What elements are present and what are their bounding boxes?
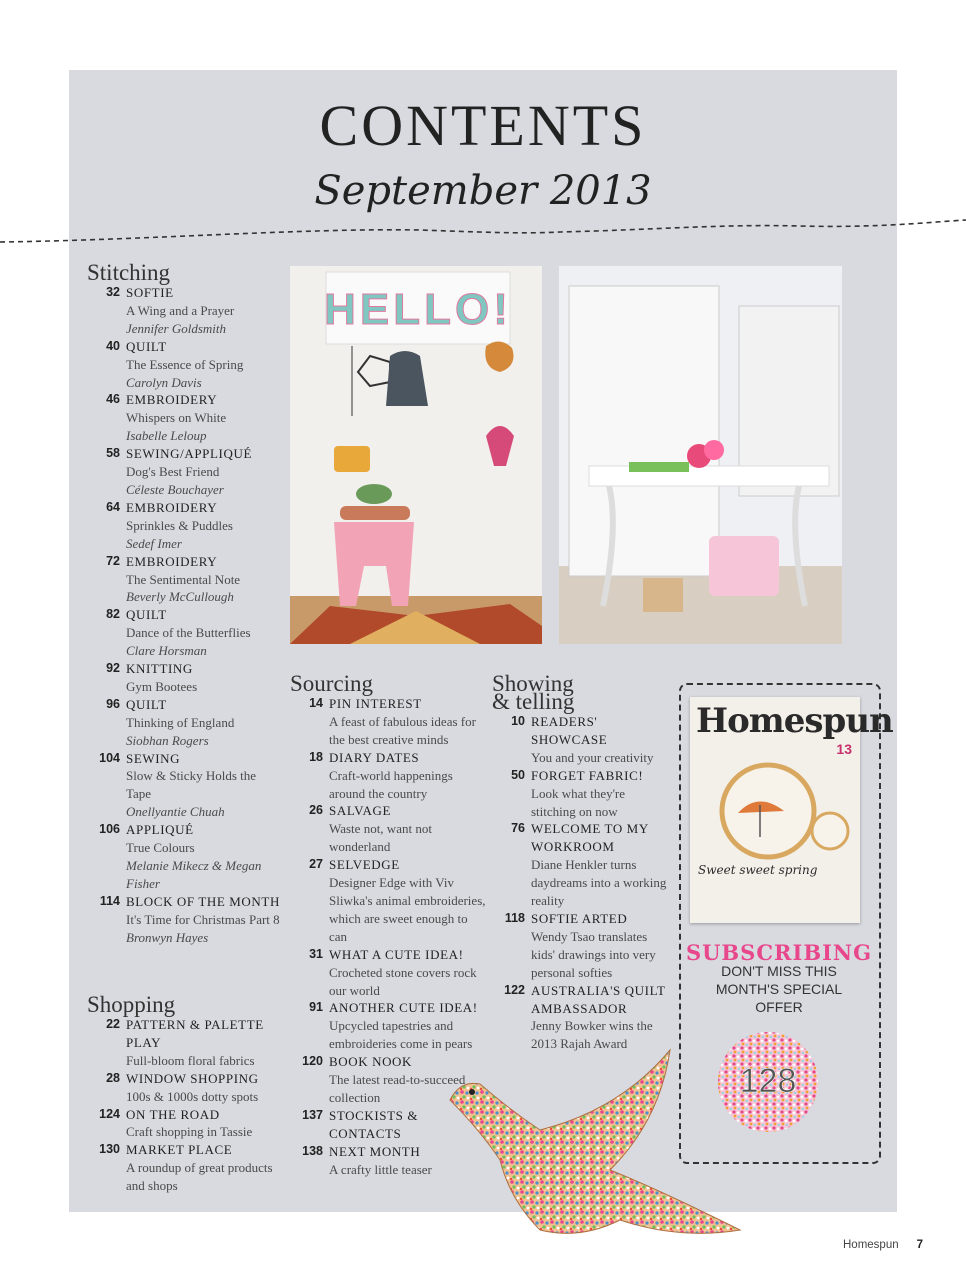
toc-feature-name[interactable]: SALVAGE [329, 803, 391, 819]
toc-page-number[interactable]: 31 [309, 946, 323, 961]
toc-page-number[interactable]: 64 [106, 499, 120, 514]
toc-description: Craft shopping in Tassie [126, 1124, 253, 1140]
toc-feature-name[interactable]: ANOTHER CUTE IDEA! [329, 1000, 478, 1016]
photo-workroom [559, 266, 842, 644]
toc-author: Jennifer Goldsmith [126, 320, 227, 336]
toc-entry[interactable] [88, 696, 283, 750]
toc-feature-name[interactable]: AUSTRALIA'S QUILT AMBASSADOR [531, 982, 666, 1016]
toc-page-number[interactable]: 18 [309, 749, 323, 764]
toc-feature-name[interactable]: PIN INTEREST [329, 696, 422, 711]
toc-feature-name[interactable]: BLOCK OF THE MONTH [126, 893, 280, 909]
toc-entry[interactable] [291, 946, 486, 1000]
toc-description: Crocheted stone covers rock our world [329, 964, 477, 998]
toc-entry[interactable] [88, 553, 283, 607]
toc-page-number[interactable]: 114 [99, 893, 120, 908]
toc-entry[interactable] [88, 338, 283, 392]
cover-hoop-illustration [698, 761, 848, 861]
cover-number: 13 [836, 741, 852, 757]
toc-author: Onellyantie Chuah [126, 804, 225, 820]
toc-feature-name[interactable]: SEWING/APPLIQUÉ [126, 446, 252, 462]
toc-feature-name[interactable]: APPLIQUÉ [126, 822, 194, 838]
toc-description: The Essence of Spring [126, 356, 244, 372]
toc-entry[interactable] [88, 750, 283, 822]
toc-page-number[interactable]: 28 [106, 1070, 120, 1085]
toc-description: A crafty little teaser [329, 1161, 432, 1177]
section-showing-heading [492, 671, 575, 714]
toc-description: It's Time for Christmas Part 8 [126, 911, 280, 927]
toc-page-number[interactable]: 40 [106, 338, 120, 353]
toc-feature-name[interactable]: ON THE ROAD [126, 1106, 220, 1122]
toc-entry[interactable] [88, 391, 283, 445]
toc-feature-name[interactable]: PATTERN & PALETTE PLAY [126, 1017, 264, 1050]
section-shopping-heading: Shopping [87, 992, 176, 1017]
toc-page-number[interactable]: 22 [106, 1017, 120, 1031]
subscribe-line-2: MONTH'S SPECIAL [715, 981, 843, 997]
toc-feature-name[interactable]: QUILT [126, 696, 167, 712]
toc-feature-name[interactable]: QUILT [126, 338, 167, 354]
toc-feature-name[interactable]: SOFTIE [126, 285, 174, 300]
subscribe-page-number[interactable]: 128 [739, 1062, 797, 1100]
toc-page-number[interactable]: 120 [302, 1054, 323, 1069]
toc-description: Gym Bootees [126, 678, 198, 694]
magazine-cover[interactable] [690, 697, 893, 923]
toc-author: Clare Horsman [126, 643, 207, 659]
toc-description: Sprinkles & Puddles [126, 517, 233, 533]
toc-description: 100s & 1000s dotty spots [126, 1088, 259, 1104]
toc-entry[interactable] [291, 695, 486, 749]
toc-feature-name[interactable]: EMBROIDERY [126, 553, 218, 569]
subscribe-offer-text [679, 962, 879, 1016]
toc-entry[interactable] [88, 660, 283, 696]
toc-feature-name[interactable]: READERS' SHOWCASE [531, 714, 608, 747]
toc-entry[interactable] [493, 713, 673, 767]
toc-description: Dog's Best Friend [126, 464, 220, 480]
toc-entry[interactable] [88, 499, 283, 553]
toc-entry[interactable] [291, 856, 486, 946]
toc-feature-name[interactable]: EMBROIDERY [126, 499, 218, 515]
toc-description: Thinking of England [126, 714, 235, 730]
toc-page-number[interactable]: 26 [309, 803, 323, 818]
toc-entry[interactable] [88, 1016, 283, 1070]
toc-description: The Sentimental Note [126, 571, 241, 587]
toc-description: Designer Edge with Viv Sliwka's animal embroideries, which are sweet enough to can [329, 875, 486, 944]
toc-entry[interactable] [493, 820, 673, 910]
toc-feature-name[interactable]: EMBROIDERY [126, 392, 218, 408]
toc-entry[interactable] [291, 802, 486, 856]
toc-entry[interactable] [88, 284, 283, 338]
toc-page-number[interactable]: 32 [106, 285, 120, 299]
toc-description: Upcycled tapestries and embroideries come in pears [329, 1018, 473, 1052]
toc-page-number[interactable]: 122 [504, 982, 525, 997]
toc-author: Beverly McCullough [126, 589, 234, 605]
shopping-list [88, 1016, 283, 1195]
toc-description: Look what they're stitching on now [531, 785, 626, 819]
toc-author: Melanie Mikecz & Megan Fisher [126, 858, 262, 891]
toc-description: True Colours [126, 840, 195, 856]
toc-author: Sedef Imer [126, 535, 182, 551]
toc-description: Diane Henkler turns daydreams into a working reality [531, 857, 667, 909]
toc-page-number[interactable]: 106 [99, 822, 120, 837]
dashed-divider [0, 210, 966, 250]
toc-description: Wendy Tsao translates kids' drawings into very personal softies [531, 928, 656, 980]
hello-sign-text: HELLO! [324, 285, 512, 334]
issue-date: September 2013 [314, 168, 652, 214]
toc-description: Waste not, want not wonderland [329, 821, 432, 855]
toc-page-number[interactable]: 72 [106, 553, 120, 568]
toc-feature-name[interactable]: WHAT A CUTE IDEA! [329, 946, 464, 962]
toc-entry[interactable] [88, 821, 283, 893]
toc-feature-name[interactable]: NEXT MONTH [329, 1143, 421, 1159]
toc-description: Craft-world happenings around the country [329, 767, 453, 801]
toc-description: Jenny Bowker wins the 2013 Rajah Award [531, 1018, 653, 1052]
footer-magazine-name: Homespun [843, 1239, 899, 1251]
subscribe-line-3: OFFER [755, 999, 803, 1015]
toc-page-number[interactable]: 130 [99, 1142, 120, 1157]
toc-entry[interactable] [493, 767, 673, 821]
toc-feature-name[interactable]: SOFTIE ARTED [531, 910, 628, 926]
toc-page-number[interactable]: 118 [504, 910, 525, 925]
toc-page-number[interactable]: 138 [302, 1143, 323, 1158]
toc-feature-name[interactable]: BOOK NOOK [329, 1054, 413, 1070]
toc-page-number[interactable]: 91 [309, 1000, 323, 1015]
section-showing-heading-line2: & telling [492, 689, 575, 714]
footer-page-number: 7 [916, 1239, 924, 1251]
cover-masthead: Homespun [696, 701, 893, 741]
toc-description: Dance of the Butterflies [126, 625, 251, 641]
section-stitching-heading: Stitching [87, 260, 171, 285]
toc-feature-name[interactable]: WINDOW SHOPPING [126, 1070, 259, 1086]
toc-description: A roundup of great products and shops [126, 1160, 273, 1194]
toc-page-number[interactable]: 92 [106, 661, 120, 676]
toc-entry[interactable] [291, 749, 486, 803]
stitching-list [88, 284, 283, 947]
toc-page-number[interactable]: 27 [309, 857, 323, 872]
toc-page-number[interactable]: 104 [99, 750, 120, 765]
toc-page-number[interactable]: 82 [106, 607, 120, 622]
toc-feature-name[interactable]: DIARY DATES [329, 749, 420, 765]
subscribe-line-1: DON'T MISS THIS [721, 963, 837, 979]
toc-author: Siobhan Rogers [126, 732, 209, 748]
toc-page-number[interactable]: 137 [302, 1107, 323, 1122]
toc-page-number[interactable]: 46 [106, 392, 120, 407]
toc-page-number[interactable]: 50 [511, 767, 525, 782]
photo-hello-pegboard [290, 266, 542, 644]
toc-description: You and your creativity [531, 749, 654, 765]
toc-entry[interactable] [493, 910, 673, 982]
toc-feature-name[interactable]: WELCOME TO MY WORKROOM [531, 821, 649, 855]
toc-description: A Wing and a Prayer [126, 302, 235, 318]
toc-description: Slow & Sticky Holds the Tape [126, 768, 257, 802]
toc-feature-name[interactable]: FORGET FABRIC! [531, 767, 644, 783]
toc-entry[interactable] [88, 1070, 283, 1106]
subscribing-heading[interactable]: SUBSCRIBING [685, 940, 873, 965]
toc-description: The latest read-to-succeed collection [329, 1072, 466, 1105]
toc-feature-name[interactable]: QUILT [126, 607, 167, 623]
cover-subtitle: Sweet sweet spring [698, 863, 818, 877]
toc-page-number[interactable]: 10 [511, 714, 525, 728]
toc-feature-name[interactable]: MARKET PLACE [126, 1142, 233, 1158]
toc-page-number[interactable]: 96 [106, 696, 120, 711]
toc-author: Bronwyn Hayes [126, 929, 209, 945]
toc-description: Whispers on White [126, 410, 227, 426]
toc-feature-name[interactable]: SELVEDGE [329, 857, 400, 873]
section-sourcing-heading: Sourcing [290, 671, 374, 696]
toc-page-number[interactable]: 124 [99, 1106, 120, 1121]
toc-author: Carolyn Davis [126, 374, 202, 390]
showing-list [493, 713, 673, 1053]
toc-feature-name[interactable]: SEWING [126, 750, 181, 766]
toc-entry[interactable] [88, 445, 283, 499]
toc-page-number[interactable]: 14 [309, 696, 323, 710]
toc-author: Isabelle Leloup [126, 428, 207, 444]
toc-page-number[interactable]: 76 [511, 821, 525, 836]
toc-description: A feast of fabulous ideas for the best creative minds [329, 713, 476, 747]
toc-entry[interactable] [88, 893, 283, 947]
toc-feature-name[interactable]: STOCKISTS & CONTACTS [329, 1107, 419, 1141]
sprinkle-bird-illustration [440, 1040, 750, 1280]
toc-entry[interactable] [88, 1106, 283, 1142]
toc-entry[interactable] [88, 1141, 283, 1195]
page-title: CONTENTS [319, 93, 647, 158]
toc-page-number[interactable]: 58 [106, 446, 120, 461]
toc-feature-name[interactable]: KNITTING [126, 661, 193, 677]
toc-description: Full-bloom floral fabrics [126, 1052, 255, 1068]
toc-entry[interactable] [88, 606, 283, 660]
section-showing-heading-line1: Showing [492, 671, 574, 696]
page-footer [843, 1239, 923, 1251]
toc-author: Céleste Bouchayer [126, 481, 224, 497]
